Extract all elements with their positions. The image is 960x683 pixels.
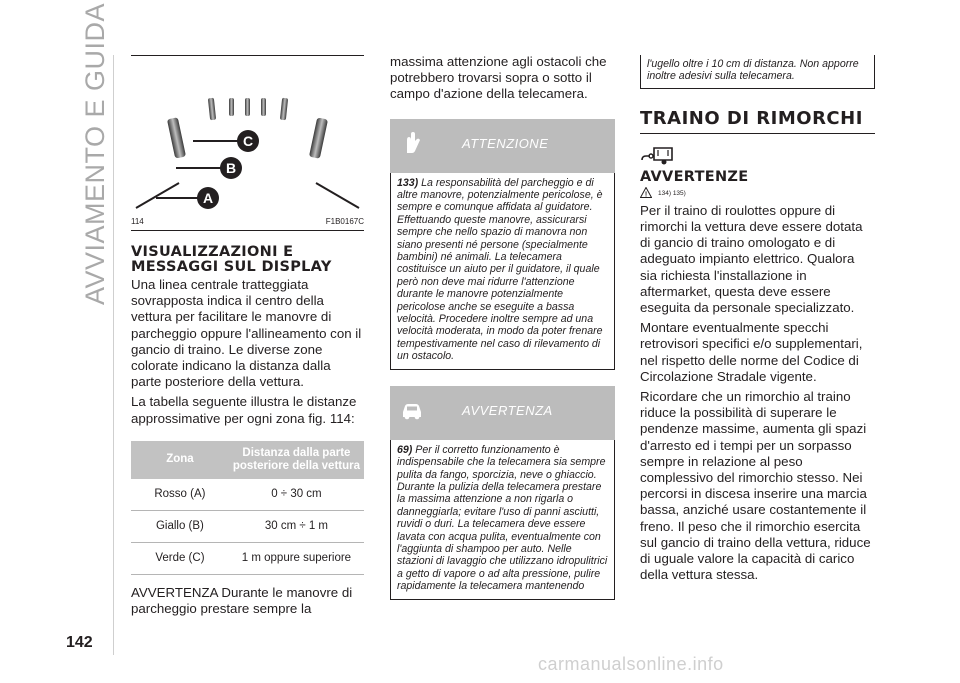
svg-text:B: B [225, 160, 237, 176]
table-cell: Rosso (A) [131, 479, 229, 511]
paragraph: Ricordare che un rimorchio al traino riduce la possibilità di superare le pendenze massime, aumenta gli spazi d'arresto ed i tempi per un sorpasso sempre in relazione al peso complessivo del rimorchio stesso. Nei percorsi in discesa inserire una marcia bassa, anziché usare costantemente il freno. Il peso che il rimorchio esercita sul gancio di traino della vettura, riduce di uguale valore la capacità di carico della vettura stessa. [640, 389, 871, 583]
marker-1 [208, 98, 216, 121]
warning-hand-icon [400, 131, 422, 155]
avvertenza-box-continued [640, 55, 875, 89]
paragraph: Una linea centrale tratteggiata sovrapposta indica il centro della vettura per facilitare le manovre di parcheggio oppure l'allineamento con il gancio di traino. Le diverse zone colorate indicano la distanza dalla parte posteriore della vettura. [131, 277, 362, 390]
warning-refs [640, 187, 875, 199]
marker-5 [280, 98, 288, 121]
table-cell: Giallo (B) [131, 510, 229, 542]
figure-114 [131, 58, 364, 218]
column-2 [390, 55, 615, 600]
marker-3 [245, 98, 250, 116]
figure-bottom-rule [131, 230, 364, 231]
towing-icon [640, 142, 676, 166]
paragraph: La tabella seguente illustra le distanze approssimative per ogni zona fig. 114: [131, 394, 357, 426]
chapter-side-title [58, 2, 118, 305]
zone-a-label [197, 187, 219, 209]
figure-code: F1B0167C [325, 217, 364, 226]
attenzione-box [390, 119, 615, 370]
table-row [131, 479, 364, 511]
margin-divider [113, 55, 114, 655]
paragraph: Montare eventualmente specchi retrovisori specifici e/o supplementari, nel rispetto delle norme del Codice di Circolazione Stradale vigente. [640, 320, 863, 384]
table-row [131, 542, 364, 574]
marker-2 [229, 98, 234, 116]
note-text: l'ugello oltre i 10 cm di distanza. Non apporre inoltre adesivi sulla telecamera. [647, 58, 859, 83]
zone-b-label [220, 157, 242, 179]
paragraph: Per il traino di roulottes oppure di rimorchi la vettura deve essere dotata di gancio di traino omologato e di adeguato impianto elettrico. Qualora sia richiesta l'installazione in aftermarket, questa deve essere eseguita da personale specializzato. [640, 202, 863, 316]
table-header: Zona [131, 441, 229, 479]
marker-4 [261, 98, 266, 116]
chapter-title-text: AVVIAMENTO E GUIDA [80, 2, 110, 305]
table-cell: Verde (C) [131, 542, 229, 574]
attenzione-header [390, 119, 615, 173]
guide-line-left [136, 183, 179, 208]
svg-text:!: ! [403, 136, 408, 153]
rear-camera-diagram [131, 58, 364, 218]
table-cell: 30 cm ÷ 1 m [229, 510, 364, 542]
top-rule [131, 55, 364, 56]
section-title-towing: TRAINO DI RIMORCHI [640, 107, 863, 129]
column-3 [640, 55, 875, 587]
figure-caption [131, 217, 364, 226]
footer-watermark: carmanualsonline.info [538, 654, 724, 674]
note-text: La responsabilità del parcheggio e di altre manovre, potenzialmente pericolose, è sempre e comunque affidata al guidatore. Effettuando queste manovre, assicurarsi sempre che nello spazio di manovra non siano presenti né persone (specialmente bambini) né animali. La telecamera costituisce un aiuto per il guidatore, il quale però non deve mai ridurre l'attenzione durante le manovre potenzialmente pericolose anche se eseguite a bassa velocità. Procedere inoltre sempre ad una velocità moderata, in modo da poter frenare tempestivamente nel caso di rilevamento di un ostacolo. [397, 176, 603, 363]
zone-distance-table [131, 441, 364, 575]
zone-c-label [237, 130, 259, 152]
note-number: 133) [397, 176, 419, 189]
column-1 [131, 55, 364, 621]
table-cell: 0 ÷ 30 cm [229, 479, 364, 511]
svg-text:C: C [242, 133, 254, 149]
post-right [309, 117, 328, 158]
table-header: Distanza dalla parte posteriore della vettura [229, 441, 364, 479]
svg-text:!: ! [644, 191, 648, 199]
reference-numbers: 134) 135) [658, 189, 686, 197]
car-warning-icon [400, 398, 424, 420]
note-number: 69) [397, 443, 413, 456]
attenzione-label: ATTENZIONE [462, 135, 549, 151]
section-title-display: VISUALIZZAZIONI E MESSAGGI SUL DISPLAY [131, 244, 332, 275]
guide-line-right [316, 183, 359, 208]
table-cell: 1 m oppure superiore [229, 542, 364, 574]
avvertenza-box [390, 386, 615, 600]
svg-text:A: A [202, 190, 214, 206]
page-number: 142 [66, 634, 93, 651]
table-row [131, 510, 364, 542]
attenzione-body [390, 173, 615, 370]
note-text: Per il corretto funzionamento è indispensabile che la telecamera sia sempre pulita da fango, sporcizia, neve o ghiaccio. Durante la pulizia della telecamera prestare la massima attenzione a non rigarla o danneggiarla; evitare l'uso di panni asciutti, ruvidi o duri. La telecamera deve essere lavata con acqua pulita, eventualmente con l'aggiunta di shampoo per auto. Nelle stazioni di lavaggio che utilizzano idropulitrici a getto di vapore o ad alta pressione, pulire rapidamente la telecamera mantenendo [397, 443, 608, 593]
avvertenza-header [390, 386, 615, 440]
subsection-title-warnings: AVVERTENZE [640, 168, 749, 185]
paragraph: AVVERTENZA Durante le manovre di parcheggio prestare sempre la [131, 584, 353, 617]
figure-number: 114 [131, 217, 144, 226]
avvertenza-body [390, 440, 615, 600]
hazard-triangle-icon [640, 187, 652, 198]
post-left [167, 117, 186, 158]
paragraph: massima attenzione agli ostacoli che potrebbero trovarsi sopra o sotto il campo d'azione della telecamera. [390, 54, 607, 102]
section-rule [640, 133, 875, 134]
avvertenza-label: AVVERTENZA [462, 402, 553, 418]
